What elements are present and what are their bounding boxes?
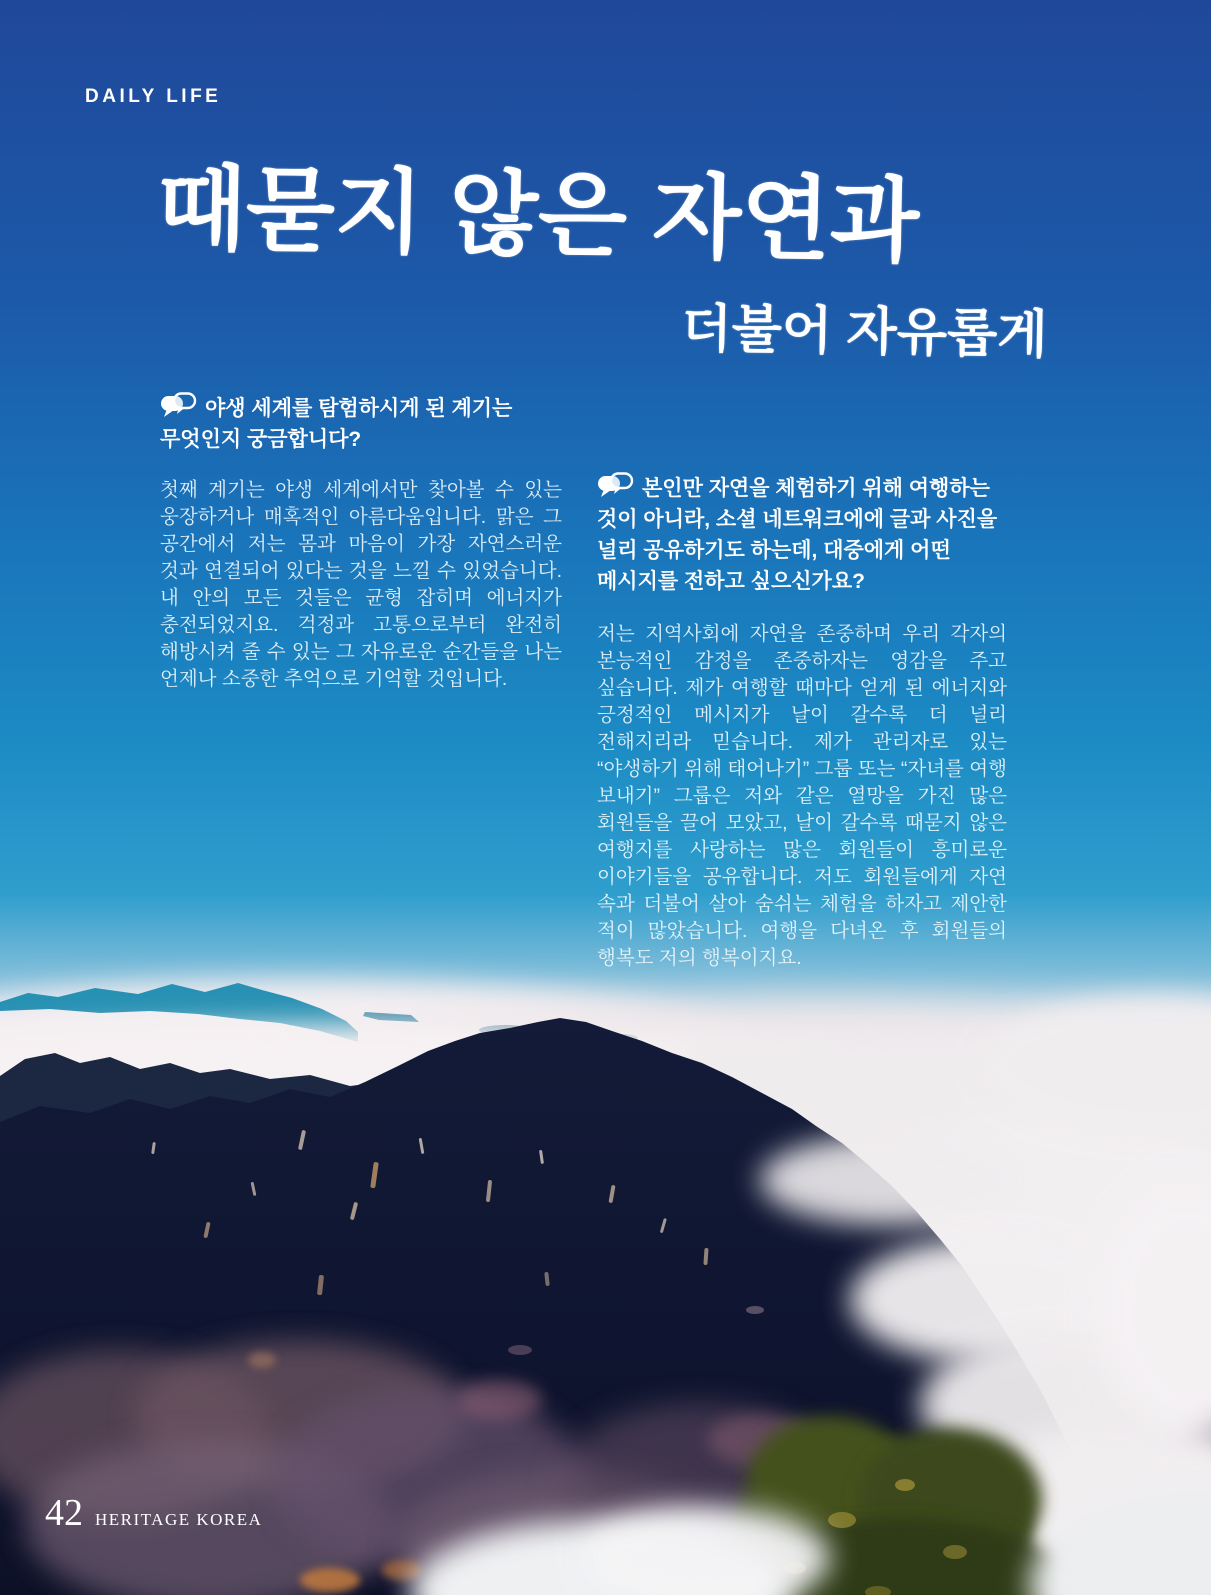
qa-column-right	[597, 472, 1007, 972]
magazine-name: HERITAGE KOREA	[95, 1510, 263, 1529]
answer-right: 저는 지역사회에 자연을 존중하며 우리 각자의 본능적인 감정을 존중하자는 영감을 주고 싶습니다. 제가 여행할 때마다 얻게 된 에너지와 긍정적인 메시지가 날이 갈수록 더 널리 전해지리라 믿습니다. 제가 관리자로 있는 “야생하기 위해 태어나기” 그룹 또는 “자녀를 여행 보내기” 그룹은 저와 같은 열망을 가진 많은 회원들을 끌어 모았고, 날이 갈수록 때묻지 않은 여행지를 사랑하는 많은 회원들이 흥미로운 이야기들을 공유합니다. 저도 회원들에게 자연 속과 더불어 살아 숨쉬는 체험을 하자고 제안한 적이 많았습니다. 여행을 다녀온 후 회원들의 행복도 저의 행복이지요.	[597, 623, 1007, 969]
mountain-clouds-photo	[0, 880, 1211, 1595]
chat-bubbles-icon	[597, 472, 634, 500]
chat-bubbles-icon	[160, 392, 197, 420]
answer-left: 첫째 계기는 야생 세계에서만 찾아볼 수 있는 웅장하거나 매혹적인 아름다움입니다. 맑은 그 공간에서 저는 몸과 마음이 가장 자연스러운 것과 연결되어 있다는 것을 느낄 수 있었습니다. 내 안의 모든 것들은 균형 잡히며 에너지가 충전되었지요. 걱정과 고통으로부터 완전히 해방시켜 줄 수 있는 그 자유로운 순간들을 나는 언제나 소중한 추억으로 기억할 것입니다.	[160, 479, 562, 690]
question-right	[597, 472, 1007, 597]
question-left-text: 야생 세계를 탐험하시게 된 계기는 무엇인지 궁금합니다?	[160, 397, 513, 451]
article-title-line2: 더불어 자유롭게	[680, 299, 1048, 365]
section-label: DAILY LIFE	[85, 86, 222, 107]
article-title-line1: 때묻지 않은 자연과	[156, 157, 920, 274]
question-left	[160, 392, 562, 455]
page-number: 42	[45, 1492, 83, 1534]
question-right-text: 본인만 자연을 체험하기 위해 여행하는 것이 아니라, 소셜 네트워크에에 글과 사진을 널리 공유하기도 하는데, 대중에게 어떤 메시지를 전하고 싶으신가요?	[597, 477, 998, 593]
page-footer	[45, 1494, 262, 1532]
qa-column-left	[160, 392, 562, 693]
